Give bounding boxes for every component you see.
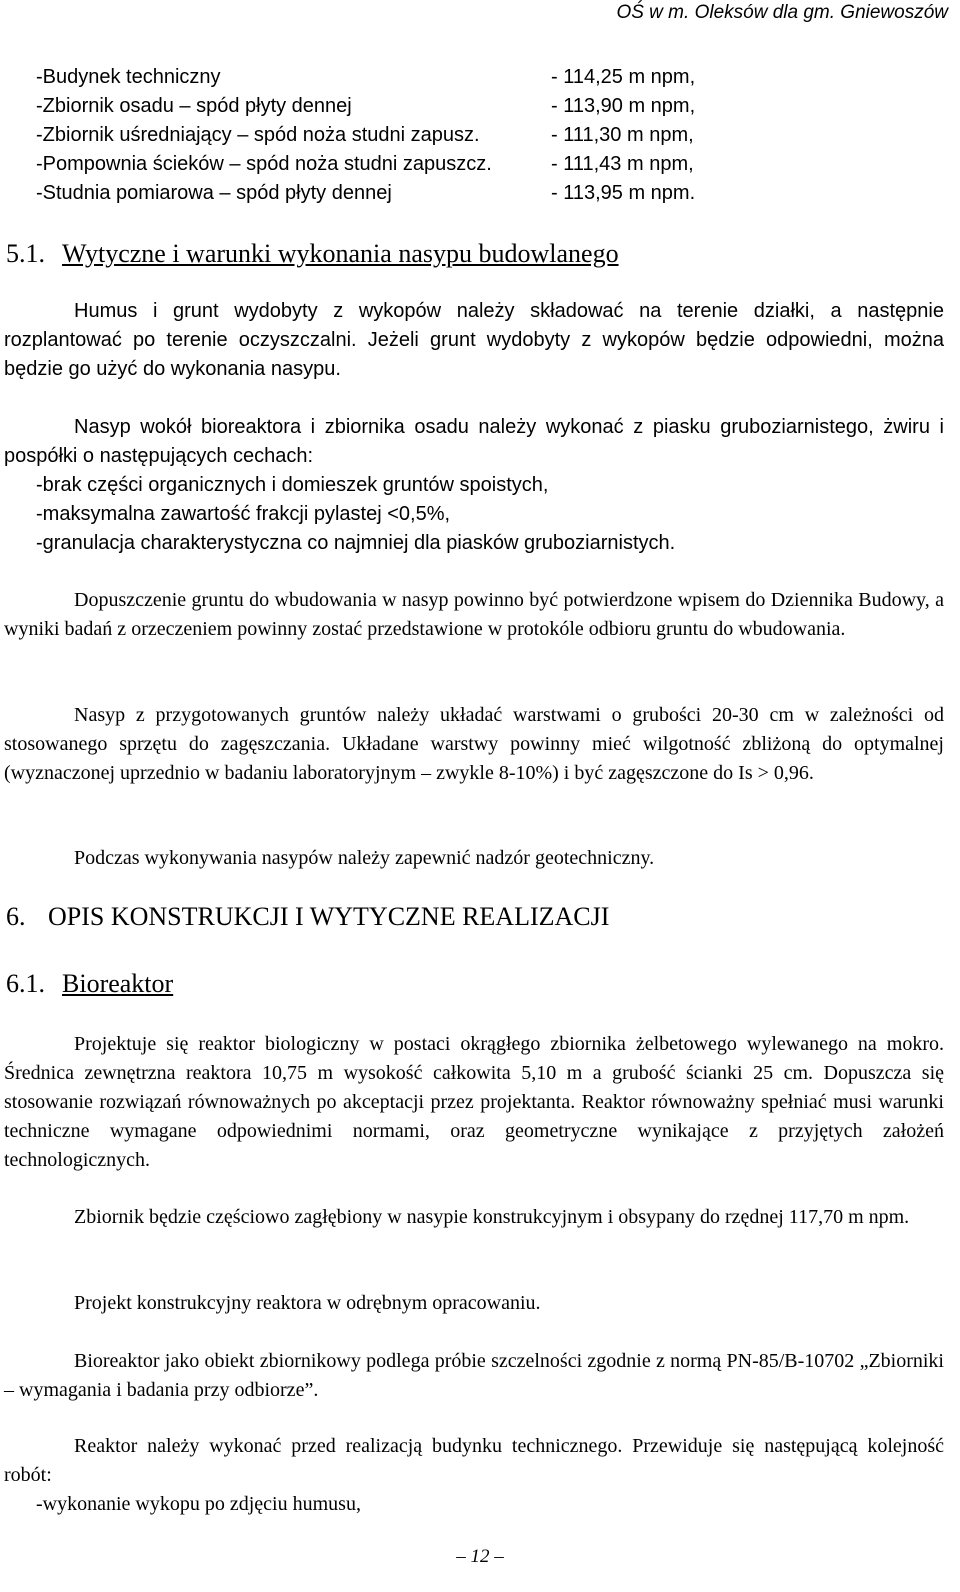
page-number: – 12 –: [456, 1546, 504, 1567]
section-heading-6: [6, 901, 609, 933]
paragraph: Podczas wykonywania nasypów należy zapewnić nadzór geotechniczny.: [74, 847, 655, 869]
section-number: 5.1.: [6, 239, 45, 268]
elevation-row: [36, 92, 756, 120]
paragraph: Zbiornik będzie częściowo zagłębiony w nasypie konstrukcyjnym i obsypany do rzędnej 117,70 m npm.: [74, 1206, 910, 1228]
elevation-value: - 114,25 m npm,: [551, 66, 696, 88]
list-item: -wykonanie wykopu po zdjęciu humusu,: [36, 1493, 361, 1515]
paragraph: Humus i grunt wydobyty z wykopów należy składować na terenie działki, a następnie rozplantować po terenie oczyszczalni. Jeżeli grunt wydobyty z wykopów będzie odpowiedni, można będzie go użyć do wykonania nasypu.: [4, 300, 944, 380]
paragraph: Dopuszczenie gruntu do wbudowania w nasyp powinno być potwierdzone wpisem do Dziennika Budowy, a wyniki badań z orzeczeniem powinny zostać przedstawione w protokóle odbioru gruntu do wbudowania.: [4, 589, 944, 640]
elevation-row: [36, 121, 756, 149]
section-number: 6.: [6, 902, 26, 931]
paragraph: Nasyp wokół bioreaktora i zbiornika osadu należy wykonać z piasku gruboziarnistego, żwiru i pospółki o następujących cechach:: [4, 416, 944, 467]
paragraph: Bioreaktor jako obiekt zbiornikowy podlega próbie szczelności zgodnie z normą PN-85/B-10702 „Zbiorniki – wymagania i badania przy odbiorze”.: [4, 1350, 944, 1401]
section-number: 6.1.: [6, 969, 45, 998]
list-item: -brak części organicznych i domieszek gruntów spoistych,: [36, 474, 549, 496]
elevation-value: - 113,95 m npm.: [551, 182, 696, 204]
paragraph: Nasyp z przygotowanych gruntów należy układać warstwami o grubości 20-30 cm w zależności od stosowanego sprzętu do zagęszczania. Układane warstwy powinny mieć wilgotność zbliżoną do optymalnej (wyznaczonej uprzednio w badaniu laboratoryjnym – zwykle 8-10%) i być zagęszczone do Is > 0,96.: [4, 704, 944, 784]
elevation-value: - 111,43 m npm,: [551, 153, 694, 175]
paragraph: Reaktor należy wykonać przed realizacją budynku technicznego. Przewiduje się następującą kolejność robót:: [4, 1435, 944, 1486]
paragraph: Projekt konstrukcyjny reaktora w odrębnym opracowaniu.: [74, 1292, 541, 1314]
section-title: Bioreaktor: [62, 969, 174, 998]
elevation-row: [36, 63, 756, 91]
elevation-label: -Zbiornik osadu – spód płyty dennej: [36, 95, 352, 117]
elevation-label: -Budynek techniczny: [36, 66, 221, 88]
list-item: -granulacja charakterystyczna co najmniej dla piasków gruboziarnistych.: [36, 532, 676, 554]
section-title: Wytyczne i warunki wykonania nasypu budowlanego: [62, 239, 619, 268]
page-header: OŚ w m. Oleksów dla gm. Gniewoszów: [616, 2, 948, 23]
section-heading-5-1: [6, 238, 619, 270]
elevation-label: -Studnia pomiarowa – spód płyty dennej: [36, 182, 392, 204]
elevation-row: [36, 179, 756, 207]
section-heading-6-1: [6, 968, 173, 1000]
section-title: OPIS KONSTRUKCJI I WYTYCZNE REALIZACJI: [48, 902, 610, 931]
elevation-label: -Zbiornik uśredniający – spód noża studni zapusz.: [36, 124, 480, 146]
elevation-row: [36, 150, 756, 178]
list-item: -maksymalna zawartość frakcji pylastej <0,5%,: [36, 503, 451, 525]
elevation-value: - 113,90 m npm,: [551, 95, 696, 117]
elevation-label: -Pompownia ścieków – spód noża studni zapuszcz.: [36, 153, 492, 175]
paragraph: Projektuje się reaktor biologiczny w postaci okrągłego zbiornika żelbetowego wylewanego na mokro. Średnica zewnętrzna reaktora 10,75 m wysokość całkowita 5,10 m a grubość ścianki 25 cm. Dopuszcza się stosowanie rozwiązań równoważnych po akceptacji przez projektanta. Reaktor równoważny spełniać musi warunki techniczne wymagane odpowiednimi normami, oraz geometryczne wynikające z przyjętych założeń technologicznych.: [4, 1033, 944, 1171]
elevation-value: - 111,30 m npm,: [551, 124, 694, 146]
